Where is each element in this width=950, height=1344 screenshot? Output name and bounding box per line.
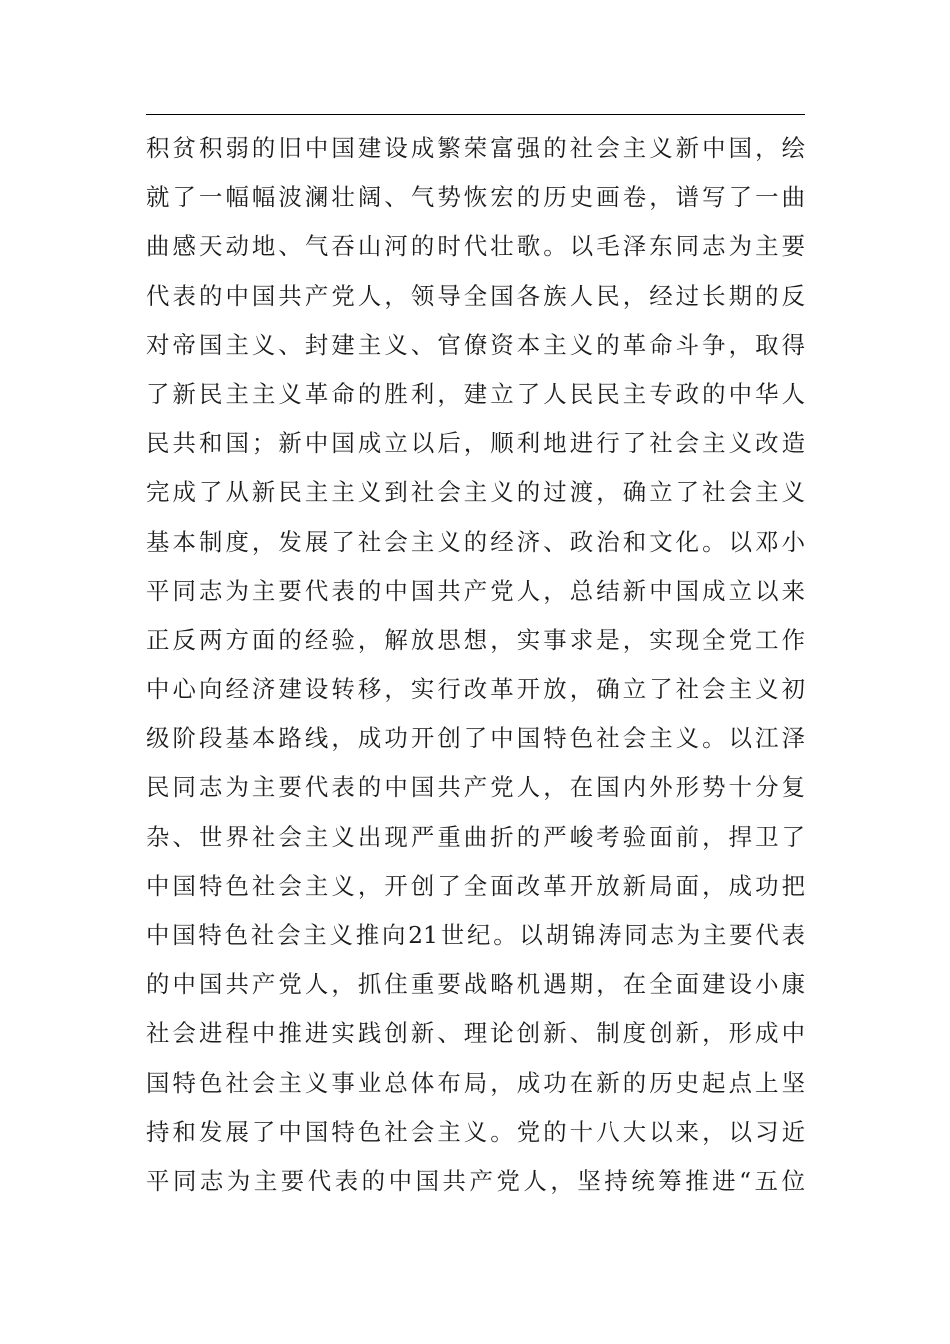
text-line: 中国特色社会主义推向21世纪。以胡锦涛同志为主要代表 (146, 921, 805, 949)
text-line: 平同志为主要代表的中国共产党人，总结新中国成立以来 (146, 576, 805, 605)
text-line: 社会进程中推进实践创新、理论创新、制度创新，形成中 (146, 1019, 805, 1048)
text-line: 就了一幅幅波澜壮阔、气势恢宏的历史画卷，谱写了一曲 (146, 183, 805, 212)
text-line: 级阶段基本路线，成功开创了中国特色社会主义。以江泽 (146, 724, 805, 753)
text-line: 的中国共产党人，抓住重要战略机遇期，在全面建设小康 (146, 970, 805, 999)
text-line: 曲感天动地、气吞山河的时代壮歌。以毛泽东同志为主要 (146, 232, 805, 261)
text-line: 民同志为主要代表的中国共产党人，在国内外形势十分复 (146, 773, 805, 802)
body-paragraph (146, 124, 805, 1206)
text-line: 中国特色社会主义，开创了全面改革开放新局面，成功把 (146, 871, 805, 900)
text-line: 基本制度，发展了社会主义的经济、政治和文化。以邓小 (146, 527, 805, 556)
text-line: 代表的中国共产党人，领导全国各族人民，经过长期的反 (146, 281, 805, 310)
text-line: 了新民主主义革命的胜利，建立了人民民主专政的中华人 (146, 379, 805, 408)
text-line: 正反两方面的经验，解放思想，实事求是，实现全党工作 (146, 625, 805, 654)
text-line: 完成了从新民主主义到社会主义的过渡，确立了社会主义 (146, 478, 805, 507)
text-line: 对帝国主义、封建主义、官僚资本主义的革命斗争，取得 (146, 330, 805, 359)
text-line: 国特色社会主义事业总体布局，成功在新的历史起点上坚 (146, 1068, 805, 1097)
text-line: 杂、世界社会主义出现严重曲折的严峻考验面前，捍卫了 (146, 822, 805, 851)
header-rule (146, 114, 805, 115)
text-line: 持和发展了中国特色社会主义。党的十八大以来，以习近 (146, 1117, 805, 1146)
text-line: 积贫积弱的旧中国建设成繁荣富强的社会主义新中国，绘 (146, 134, 805, 162)
text-line: 中心向经济建设转移，实行改革开放，确立了社会主义初 (146, 675, 805, 704)
text-line: 民共和国；新中国成立以后，顺利地进行了社会主义改造 (146, 429, 805, 458)
text-line: 平同志为主要代表的中国共产党人，坚持统筹推进“五位 (146, 1166, 805, 1195)
